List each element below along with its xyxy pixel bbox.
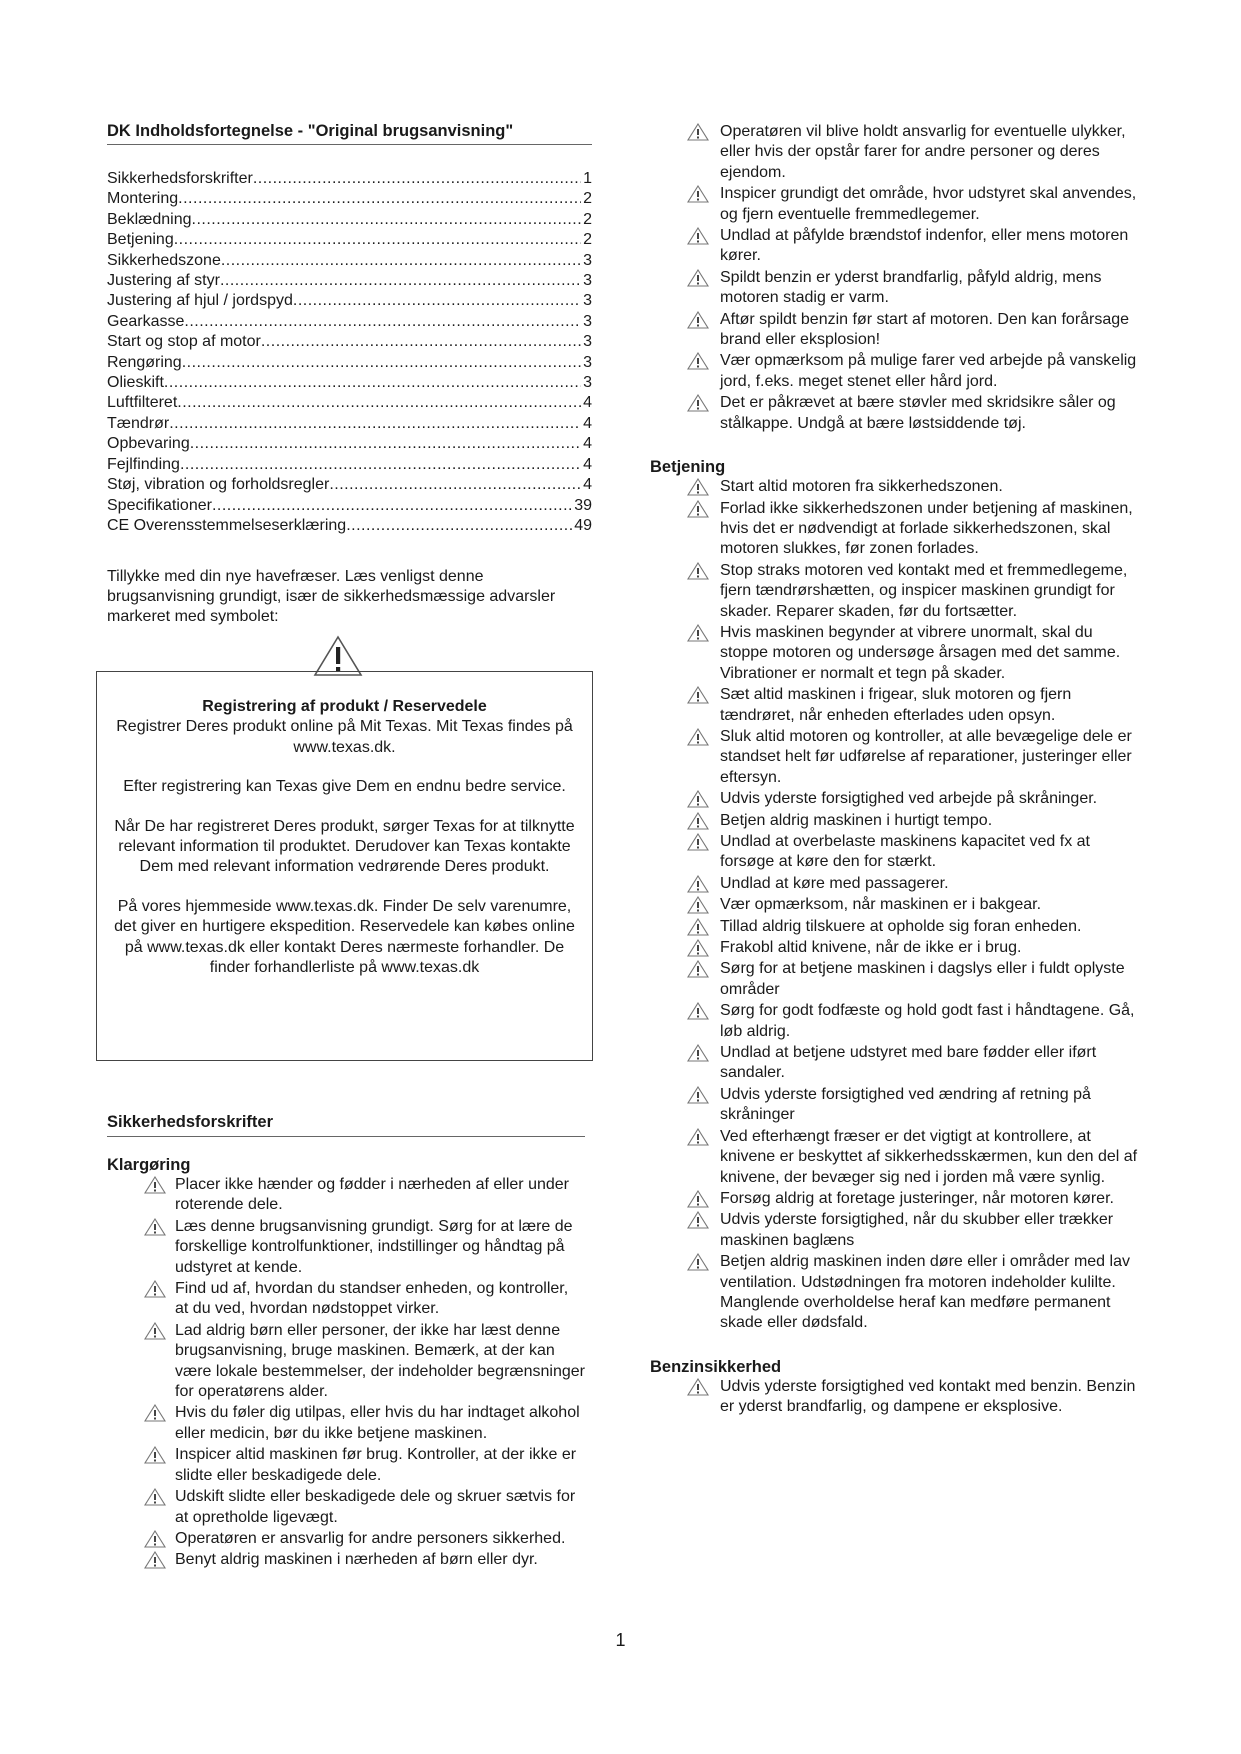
toc-leader [182, 353, 581, 373]
toc-entry [107, 271, 592, 291]
toc-entry [107, 496, 592, 516]
warning-list-item [650, 351, 1140, 392]
warning-list-item [107, 1403, 585, 1444]
toc-leader [220, 271, 581, 291]
toc-entry-page: 3 [583, 333, 592, 351]
warning-icon [687, 833, 709, 857]
warning-text: Udvis yderste forsigtighed ved kontakt med benzin. Benzin er yderst brandfarlig, og dampene er eksplosive. [720, 1377, 1136, 1416]
warning-list-item [107, 1217, 585, 1278]
toc-title: DK Indholdsfortegnelse - "Original brugsanvisning" [107, 122, 592, 145]
warning-list-item [107, 1529, 585, 1549]
warning-text: Udvis yderste forsigtighed, når du skubber eller trækker maskinen baglæns [720, 1211, 1114, 1249]
warning-list-item [650, 1127, 1140, 1188]
toc-entry-page: 1 [583, 170, 592, 187]
warning-list-item [650, 1001, 1140, 1042]
toc-entry-label: Specifikationer [107, 496, 212, 514]
toc-entry-label: CE Overensstemmelseserklæring [107, 516, 347, 534]
warning-list-item [650, 727, 1140, 788]
toc-entry [107, 291, 592, 311]
warning-icon [144, 1488, 166, 1512]
warning-text: Start altid motoren fra sikkerhedszonen. [720, 478, 1003, 496]
klargoering-section [107, 1156, 585, 1572]
betjening-heading: Betjening [650, 458, 726, 477]
toc-entry-label: Betjening [107, 231, 174, 249]
toc-leader [180, 455, 581, 475]
toc-entry [107, 434, 592, 454]
warning-text: Vær opmærksom, når maskinen er i bakgear. [720, 896, 1042, 914]
warning-list-item [650, 917, 1140, 937]
toc-entry-label: Justering af styr [107, 272, 220, 290]
warning-text: Udvis yderste forsigtighed ved arbejde på skråninger. [720, 790, 1098, 808]
warning-list-item [650, 1043, 1140, 1084]
warning-text: Vær opmærksom på mulige farer ved arbejde på vanskelig jord, f.eks. meget stenet eller hård jord. [720, 352, 1137, 390]
toc-leader [184, 312, 581, 332]
toc-entry-page: 4 [583, 435, 592, 453]
warning-list-item [107, 1550, 585, 1570]
warning-list-item [650, 685, 1140, 726]
toc-leader [253, 169, 581, 189]
warning-text: Undlad at påfylde brændstof indenfor, eller mens motoren kører. [720, 227, 1129, 265]
toc-entry-label: Gearkasse [107, 312, 185, 330]
toc-entry [107, 332, 592, 352]
left-column [107, 122, 592, 677]
toc-entry-page: 39 [574, 496, 592, 514]
warning-text: Stop straks motoren ved kontakt med et fremmedlegeme, fjern tændrørshætten, og inspicer maskinen grundigt for skader. Reparer skaden, før du fortsætter. [720, 561, 1128, 620]
toc-entry-page: 3 [583, 292, 592, 310]
registration-paragraph: På vores hjemmeside www.texas.dk. Finder De selv varenumre, det giver en hurtigere ekspedition. Reservedele kan købes online på www.texas.dk eller kontakt Deres nærmeste forhandler. De finder forhandlerliste på www.texas.dk [114, 897, 575, 977]
toc-entry [107, 475, 592, 495]
warning-text: Udskift slidte eller beskadigede dele og skruer sætvis for at opretholde ligevægt. [175, 1488, 576, 1526]
registration-paragraph: Når De har registreret Deres produkt, sørger Texas for at tilknytte relevant information til produktet. Derudover kan Texas kontakte Dem med relevant information vedrørende Deres produkt. [114, 817, 575, 876]
toc-entry [107, 455, 592, 475]
warning-icon [687, 960, 709, 984]
toc-entry-page: 3 [583, 312, 592, 330]
warning-list-item [650, 832, 1140, 873]
warning-icon [687, 624, 709, 648]
toc-entry [107, 312, 592, 332]
toc-leader [346, 516, 572, 536]
page-number: 1 [615, 1630, 626, 1650]
registration-box [96, 671, 593, 1061]
warning-text: Aftør spildt benzin før start af motoren. Den kan forårsage brand eller eksplosion! [720, 310, 1130, 349]
toc-leader [192, 210, 582, 230]
warning-text: Undlad at betjene udstyret med bare fødder eller iført sandaler. [720, 1044, 1097, 1082]
warning-icon [687, 394, 709, 418]
toc-entry [107, 230, 592, 250]
toc-entry-page: 2 [583, 210, 592, 228]
warning-list-item [107, 1175, 585, 1216]
toc-leader [190, 434, 581, 454]
toc-entry-label: Fejlfinding [107, 455, 180, 473]
safety-heading: Sikkerhedsforskrifter [107, 1113, 585, 1137]
warning-text: Inspicer altid maskinen før brug. Kontroller, at der ikke er slidte eller beskadigede dele. [175, 1446, 577, 1484]
intro-text: Tillykke med din nye havefræser. Læs venligst denne brugsanvisning grundigt, især de sikkerhedsmæssige advarsler markeret med symbolet: [107, 568, 556, 626]
toc-entry-page: 3 [583, 251, 592, 269]
warning-text: Forlad ikke sikkerhedszonen under betjening af maskinen, hvis det er nødvendigt at forlade sikkerhedszonen, skal motoren slukkes, før zonen forlades. [720, 499, 1133, 558]
warning-text: Hvis du føler dig utilpas, eller hvis du har indtaget alkohol eller medicin, bør du ikke betjene maskinen. [175, 1404, 580, 1442]
warning-text: Operatøren vil blive holdt ansvarlig for eventuelle ulykker, eller hvis der opstår farer for andre personer og deres ejendom. [720, 123, 1126, 181]
warning-list-item [650, 268, 1140, 309]
toc-entry [107, 189, 592, 209]
toc-entry-label: Luftfilteret [107, 394, 178, 412]
warning-icon [144, 1322, 166, 1346]
warning-icon [687, 728, 709, 752]
warning-list-item [650, 623, 1140, 684]
warning-text: Sluk altid motoren og kontroller, at alle bevægelige dele er standset helt før udførelse af reparationer, justeringer eller eftersyn. [720, 727, 1132, 786]
warning-text: Frakobl altid knivene, når de ikke er i brug. [720, 939, 1022, 957]
benzin-list [650, 1377, 1140, 1418]
warning-list-item [650, 959, 1140, 1000]
registration-paragraph: Registrer Deres produkt online på Mit Texas. Mit Texas findes på www.texas.dk. [116, 718, 573, 756]
warning-icon [144, 1176, 166, 1200]
toc-leader [261, 332, 581, 352]
warning-list-item [650, 499, 1140, 560]
warning-list-item [107, 1487, 585, 1528]
warning-text: Forsøg aldrig at foretage justeringer, når motoren kører. [720, 1189, 1114, 1207]
warning-icon [687, 1378, 709, 1402]
warning-icon [687, 1253, 709, 1277]
warning-icon [687, 686, 709, 710]
toc-list [107, 169, 592, 536]
warning-icon [144, 1280, 166, 1304]
right-column [650, 122, 1140, 1419]
registration-paragraph: Efter registrering kan Texas give Dem en endnu bedre service. [123, 778, 566, 796]
toc-entry-page: 3 [583, 272, 592, 290]
warning-list-item [650, 184, 1140, 225]
warning-text: Spildt benzin er yderst brandfarlig, påfyld aldrig, mens motoren stadig er varm. [720, 268, 1102, 307]
warning-text: Sørg for at betjene maskinen i dagslys eller i fuldt oplyste områder [720, 960, 1125, 998]
warning-list-item [650, 1210, 1140, 1251]
warning-text: Undlad at overbelaste maskinens kapacitet ved fx at forsøge at køre den for stærkt. [720, 833, 1090, 871]
toc-entry-label: Tændrør [107, 414, 170, 432]
toc-leader [212, 496, 572, 516]
warning-icon [687, 1044, 709, 1068]
benzin-heading: Benzinsikkerhed [650, 1357, 782, 1376]
toc-entry-label: Sikkerhedsforskrifter [107, 170, 253, 187]
warning-text: Benyt aldrig maskinen i nærheden af børn eller dyr. [175, 1551, 538, 1569]
toc-entry [107, 353, 592, 373]
warning-icon [144, 1218, 166, 1242]
toc-entry [107, 210, 592, 230]
warning-icon [687, 1002, 709, 1026]
toc-entry-label: Rengøring [107, 353, 182, 371]
warning-icon [687, 562, 709, 586]
warning-list-item [650, 811, 1140, 831]
toc-entry-page: 2 [583, 190, 592, 208]
toc-entry [107, 373, 592, 393]
betjening-list [650, 477, 1140, 1334]
toc-entry-label: Sikkerhedszone [107, 251, 221, 269]
warning-list-item [650, 895, 1140, 915]
toc-entry [107, 169, 592, 189]
warning-text: Lad aldrig børn eller personer, der ikke har læst denne brugsanvisning, bruge maskinen. Bemærk, at der kan være lokale bestemmelser, der indeholder begrænsninger for operatørens alder. [175, 1321, 585, 1401]
toc-entry-page: 49 [574, 516, 592, 534]
warning-text: Betjen aldrig maskinen inden døre eller i områder med lav ventilation. Udstødningen fra motoren indeholder kulilte. Manglende overholdelse heraf kan medføre permanent skade eller dødsfald. [720, 1253, 1130, 1332]
warning-icon [687, 1086, 709, 1110]
warning-list-item [650, 938, 1140, 958]
warning-icon [687, 311, 709, 335]
toc-entry-page: 3 [583, 353, 592, 371]
warning-list-item [650, 310, 1140, 351]
toc-leader [293, 291, 581, 311]
toc-leader [169, 414, 581, 434]
toc-leader [178, 189, 581, 209]
toc-entry [107, 516, 592, 536]
toc-entry-page: 3 [583, 374, 592, 392]
toc-entry-page: 2 [583, 231, 592, 249]
warning-list-item [650, 1377, 1140, 1418]
warning-icon [687, 123, 709, 147]
klargoering-heading: Klargøring [107, 1156, 191, 1174]
warning-text: Det er påkrævet at bære støvler med skridsikre såler og stålkappe. Undgå at bære løstsiddende tøj. [720, 394, 1116, 432]
warning-text: Tillad aldrig tilskuere at opholde sig foran enheden. [720, 917, 1082, 935]
warning-icon [687, 352, 709, 376]
toc-entry-page: 4 [583, 455, 592, 473]
warning-text: Sørg for godt fodfæste og hold godt fast i håndtagene. Gå, løb aldrig. [720, 1002, 1135, 1040]
toc-leader [164, 373, 581, 393]
warning-list-item [650, 477, 1140, 497]
warning-text: Hvis maskinen begynder at vibrere unormalt, skal du stoppe motoren og undersøge årsagen med det samme. Vibrationer er normalt et tegn på skader. [720, 623, 1121, 682]
safety-section [107, 1113, 585, 1137]
warning-list-item [650, 874, 1140, 894]
toc-entry-label: Beklædning [107, 210, 192, 228]
safety-continued-list [650, 122, 1140, 434]
toc-leader [177, 393, 581, 413]
warning-list-item [107, 1279, 585, 1320]
warning-text: Placer ikke hænder og fødder i nærheden af eller under roterende dele. [175, 1176, 569, 1214]
warning-list-item [650, 1189, 1140, 1209]
registration-title: Registrering af produkt / Reservedele [202, 698, 487, 715]
warning-text: Undlad at køre med passagerer. [720, 874, 949, 892]
warning-list-item [650, 122, 1140, 183]
warning-text: Betjen aldrig maskinen i hurtigt tempo. [720, 811, 993, 829]
warning-list-item [650, 1085, 1140, 1126]
warning-list-item [650, 226, 1140, 267]
toc-leader [174, 230, 581, 250]
warning-icon [687, 1211, 709, 1235]
warning-icon [687, 1128, 709, 1152]
toc-entry-label: Opbevaring [107, 435, 190, 453]
toc-leader [221, 251, 581, 271]
warning-list-item [650, 789, 1140, 809]
toc-entry-page: 4 [583, 394, 592, 412]
toc-entry-label: Olieskift [107, 374, 164, 392]
warning-icon [687, 500, 709, 524]
warning-icon [687, 185, 709, 209]
toc-entry-label: Støj, vibration og forholdsregler [107, 476, 330, 494]
warning-text: Inspicer grundigt det område, hvor udstyret skal anvendes, og fjern eventuelle fremmedlegemer. [720, 185, 1137, 223]
warning-icon [687, 269, 709, 293]
toc-entry-page: 4 [583, 476, 592, 494]
warning-list-item [650, 393, 1140, 434]
warning-text: Operatøren er ansvarlig for andre personers sikkerhed. [175, 1529, 566, 1547]
warning-list-item [650, 1252, 1140, 1334]
toc-entry [107, 393, 592, 413]
warning-icon [144, 1404, 166, 1428]
toc-entry [107, 414, 592, 434]
warning-text: Ved efterhængt fræser er det vigtigt at kontrollere, at knivene er beskyttet af sikkerhedsskærmen, kun den del af knivene, der bevæger sig ned i jorden må være synlig. [720, 1127, 1138, 1186]
toc-entry-label: Montering [107, 190, 179, 208]
warning-text: Sæt altid maskinen i frigear, sluk motoren og fjern tændrøret, når enheden efterlades uden opsyn. [720, 686, 1072, 724]
warning-text: Find ud af, hvordan du standser enheden, og kontroller, at du ved, hvordan nødstoppet virker. [175, 1280, 569, 1318]
warning-icon [687, 227, 709, 251]
toc-entry-label: Start og stop af motor [107, 333, 261, 351]
warning-list-item [107, 1321, 585, 1403]
warning-icon [144, 1551, 166, 1575]
warning-list-item [107, 1445, 585, 1486]
warning-text: Udvis yderste forsigtighed ved ændring af retning på skråninger [720, 1085, 1091, 1124]
toc-entry-page: 4 [583, 414, 592, 432]
warning-icon [144, 1446, 166, 1470]
warning-list-item [650, 561, 1140, 622]
toc-entry [107, 251, 592, 271]
toc-entry-label: Justering af hjul / jordspyd [107, 292, 293, 310]
toc-leader [329, 475, 581, 495]
warning-text: Læs denne brugsanvisning grundigt. Sørg for at lære de forskellige kontrolfunktioner, indstillinger og håndtag på udstyret at kende. [175, 1217, 573, 1276]
klargoering-list [107, 1175, 585, 1571]
